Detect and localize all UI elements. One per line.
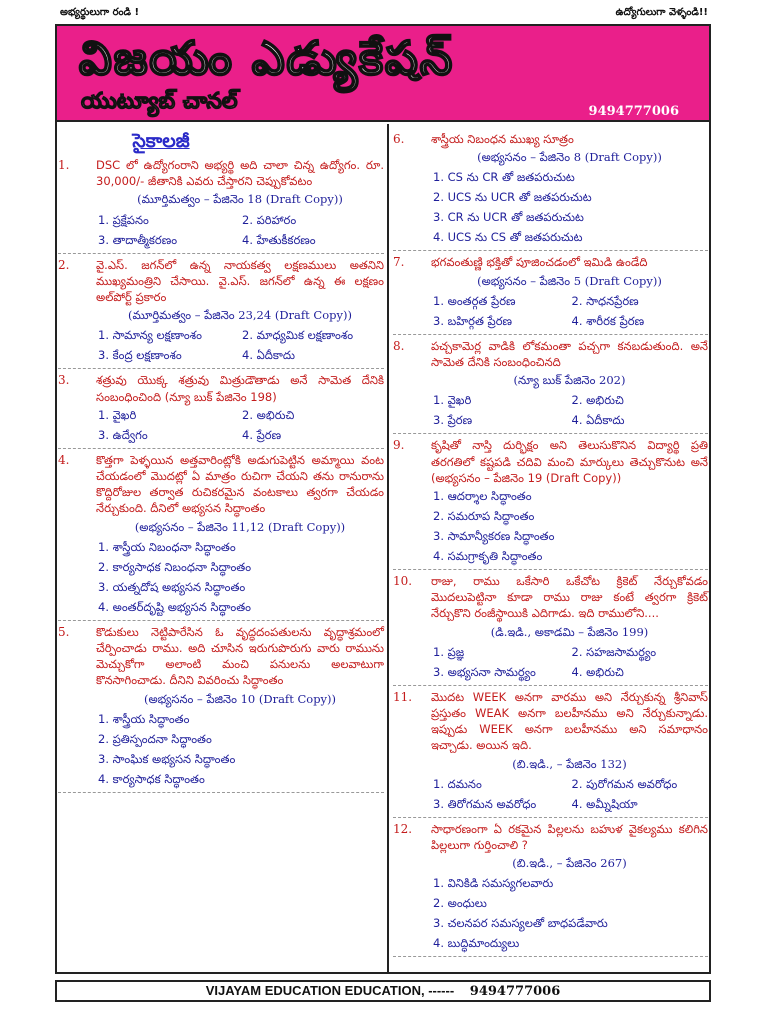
footer-phone: 9494777006 <box>469 984 561 999</box>
options <box>96 537 384 617</box>
question <box>393 254 708 330</box>
options <box>431 390 708 430</box>
option: 4. శారీరక ప్రేరణ <box>571 313 645 328</box>
question <box>393 573 708 682</box>
option: 4. సమగ్రాకృతి సిద్ధాంతం <box>433 549 543 564</box>
option: 3. ప్రేరణ <box>433 413 473 428</box>
question <box>393 821 708 954</box>
option: 3. తిరోగమన అవరోధం <box>433 796 537 811</box>
question-separator <box>58 448 384 449</box>
question-text: పచ్చకామెర్ల వాడికి లోకమంతా పచ్చగా కనబడుతుంది. అనే సామెత దేనికి సంబంధించినది <box>431 338 708 370</box>
question-text: మొదట WEEK అనగా వారము అని నేర్చుకున్న శ్రీనివాస్ ప్రస్తుతం WEAK అనగా బలహీనము అని నేర్చుకున్నాడు. ఇప్పుడు WEEK అనగా బలహీనము అని సమాధానం ఇచ్చాడు. అయిన ఇది. <box>431 689 708 753</box>
option: 2. పురోగమన అవరోధం <box>571 776 678 791</box>
options <box>96 325 384 365</box>
question-reference: (అభ్యసనం – పేజినెం 10 (Draft Copy)) <box>143 691 337 706</box>
question-reference: (అభ్యసనం – పేజినెం 11,12 (Draft Copy)) <box>134 519 346 534</box>
question <box>58 157 384 250</box>
option: 1. సామాన్య లక్షణాంశం <box>98 328 202 343</box>
question-text: కొత్తగా పెళ్ళయిన అత్తవారింట్లోకి అడుగుపెట్టిన అమ్మాయి వంట చేయడంలో మొదట్లో ఏ మాత్రం రుచిగా చేయని తను రానురాను కొద్దిరోజుల తర్వాత రుచికరమైన వంటకాలు త్వరగా చేయడం నేర్చుకుంది. దీనిలో అభ్యసన సిద్ధాంతం <box>96 452 384 516</box>
option: 2. అభిరుచి <box>242 407 295 422</box>
question-separator <box>58 253 384 254</box>
option: 3. యత్నదోష అభ్యసన సిద్ధాంతం <box>98 579 246 594</box>
option: 3. చలనపర సమస్యలతో బాధపడేవారు <box>433 916 608 931</box>
options <box>431 774 708 814</box>
question-separator <box>393 817 708 818</box>
option: 1. శాస్త్రీయ నిబంధనా సిద్ధాంతం <box>98 539 236 554</box>
options <box>96 405 384 445</box>
option: 1. వైఖరి <box>433 393 472 408</box>
question-separator <box>393 334 708 335</box>
option: 4. కార్యసాధక సిద్ధాంతం <box>98 771 205 786</box>
question <box>393 338 708 431</box>
question-reference: (బి.ఇడి., – పేజినెం 267) <box>512 856 627 871</box>
question-separator <box>393 250 708 251</box>
option: 4. అమ్నీషియా <box>571 796 638 811</box>
option: 3. CR ను UCR తో జతపరుచుట <box>433 210 584 225</box>
option: 1. ఆదర్శాల సిద్ధాంతం <box>433 489 532 504</box>
option: 3. సామాన్యీకరణ సిద్ధాంతం <box>433 529 555 544</box>
option: 2. పరిహారం <box>242 212 297 227</box>
question-text: కృషితో నాస్తి దుర్భిక్షం అని తెలుసుకొనిన విద్యార్థి ప్రతి తరగతిలో కష్టపడి చదివి మంచి మార్కులు తెచ్చుకొనుట అనే (అభ్యసనం – పేజినెం 19 (Draft Copy)) <box>431 438 708 485</box>
options <box>431 167 708 247</box>
option: 2. ప్రతిస్పందనా సిద్ధాంతం <box>98 731 212 746</box>
options <box>431 642 708 682</box>
option: 4. హేతుకీకరణం <box>242 232 316 247</box>
option: 4. ప్రేరణ <box>242 427 282 442</box>
option: 3. కేంద్ర లక్షణాంశం <box>98 348 182 363</box>
option: 2. మాధ్యమిక లక్షణాంశం <box>242 328 354 343</box>
question-separator <box>393 569 708 570</box>
option: 3. ఉద్వేగం <box>98 427 148 442</box>
option: 2. కార్యసాధక నిబంధనా సిద్ధాంతం <box>98 559 252 574</box>
question-number: 8. <box>393 338 405 353</box>
question-text: శాస్త్రీయ నిబంధన ముఖ్య సూత్రం <box>431 132 574 146</box>
option: 1. ప్రక్షేపనం <box>98 212 149 227</box>
option: 4. అభిరుచి <box>571 664 624 679</box>
option: 4. బుద్ధిమాంద్యులు <box>433 936 520 951</box>
question <box>58 372 384 444</box>
option: 4. ఏదీకాదు <box>242 348 295 363</box>
option: 1. దమనం <box>433 776 482 791</box>
question-number: 7. <box>393 255 405 270</box>
question-text: వై.ఎస్. జగన్‌లో ఉన్న నాయకత్వ లక్షణములు అతనిని ముఖ్యమంత్రిని చేసాయి. వై.ఎస్. జగన్‌లో ఉన్న ఈ లక్షణం అల్‌పోర్ట్ ప్రకారం <box>96 257 384 305</box>
question-reference: (మూర్తిమత్వం – పేజినెం 18 (Draft Copy)) <box>137 192 343 207</box>
question <box>393 437 708 566</box>
question-separator <box>58 368 384 369</box>
options <box>431 486 708 566</box>
option: 1. CS ను CR తో జతపరుచుట <box>433 170 575 185</box>
question-text: సాధారణంగా ఏ రకమైన పిల్లలను బహుళ వైకల్యము కలిగిన పిల్లలుగా గుర్తించాలి ? <box>431 821 708 853</box>
option: 2. అభిరుచి <box>571 393 624 408</box>
option: 4. ఏదీకాదు <box>571 413 625 428</box>
question-number: 12. <box>393 821 413 836</box>
section-heading: సైకాలజీ <box>132 130 190 152</box>
question-separator <box>58 792 384 793</box>
question-reference: (బి.ఇడి., – పేజినెం 132) <box>512 756 627 771</box>
left-column <box>58 128 384 793</box>
question-reference: (డి.ఇడి., అకాడమి – పేజినెం 199) <box>490 624 649 639</box>
option: 4. అంతర్‌దృష్టి అభ్యసన సిద్ధాంతం <box>98 599 251 614</box>
option: 2. సమరూప సిద్ధాంతం <box>433 509 535 524</box>
question <box>393 131 708 247</box>
option: 1. శాస్త్రీయ సిద్ధాంతం <box>98 711 190 726</box>
banner-subtitle: యుట్యూబ్ చానల్ <box>81 89 238 114</box>
question-separator <box>58 620 384 621</box>
option: 4. UCS ను CS తో జతపరుచుట <box>433 230 583 245</box>
top-left-slogan: అభ్యర్థులుగా రండి ! <box>60 7 140 18</box>
question-number: 6. <box>393 132 405 146</box>
top-right-slogan: ఉద్యోగులుగా వెళ్ళండి!! <box>615 7 708 18</box>
banner-phone: 9494777006 <box>588 104 679 119</box>
option: 1. ప్రజ్ఞ <box>433 644 465 659</box>
question-number: 9. <box>393 438 405 453</box>
option: 2. సహజసామర్థ్యం <box>571 644 657 659</box>
options <box>431 873 708 953</box>
question-number: 4. <box>58 452 70 467</box>
option: 1. అంతర్గత ప్రేరణ <box>433 293 516 308</box>
question-text: కొడుకులు నెట్టిపారేసిన ఓ వృద్ధదంపతులను వృద్ధాశ్రమంలో చేర్పించాడు రాము. అది చూసిన ఇరుగుపొరుగు వారు రామును మెచ్చుకోగా అలాంటి మంచి పనులను అలవాటుగా కొనసాగించాడు. దీనిని వివరించు సిద్ధాంతం <box>96 624 384 688</box>
question-number: 11. <box>393 689 413 704</box>
option: 2. UCS ను UCR తో జతపరుచుట <box>433 190 592 205</box>
question-text: రాజు, రాము ఒకేసారి ఒకేచోట క్రికెట్ నేర్చుకోవడం మొదలుపెట్టినా కూడా రాము రాజు కంటే త్వరగా క్రికెట్ నేర్చుకొని రంజీస్థాయికి ఎదిగాడు. ఇది రాములోని.... <box>431 574 708 621</box>
question-text: భగవంతుణ్ణి భక్తితో పూజించడంలో ఇమిడి ఉండేది <box>431 255 648 270</box>
option: 2. అంధులు <box>433 896 487 911</box>
header-banner <box>55 24 711 122</box>
options <box>96 709 384 789</box>
question-number: 2. <box>58 257 70 272</box>
options <box>96 210 384 250</box>
question-separator <box>393 685 708 686</box>
question-reference: (న్యూ బుక్ పేజినెం 202) <box>513 373 626 388</box>
option: 3. బహిర్గత ప్రేరణ <box>433 313 513 328</box>
question-text: శత్రువు యొక్క శత్రువు మిత్రుడౌతాడు అనే సామెత దేనికి సంబంధించింది (న్యూ బుక్ పేజినెం 198) <box>96 373 384 404</box>
question-number: 5. <box>58 624 70 639</box>
right-column <box>393 128 708 957</box>
question-number: 1. <box>58 158 70 172</box>
question-number: 10. <box>393 574 413 589</box>
question-reference: (మూర్తిమత్వం – పేజినెం 23,24 (Draft Copy)) <box>128 308 352 323</box>
option: 3. తాదాత్మీకరణం <box>98 232 178 247</box>
footer-bar <box>55 980 711 1002</box>
footer-text: VIJAYAM EDUCATION EDUCATION, ------ <box>205 983 455 998</box>
column-divider <box>387 124 389 972</box>
question <box>58 452 384 617</box>
question <box>393 689 708 814</box>
question-separator <box>393 433 708 434</box>
top-strip <box>60 6 708 24</box>
option: 1. వైఖరి <box>98 407 137 422</box>
options <box>431 291 708 331</box>
question <box>58 257 384 366</box>
question-text: DSC లో ఉద్యోగంరాని అభ్యర్థి అది చాలా చిన్న ఉద్యోగం. రూ. 30,000/- జీతానికి ఎవరు చేస్తారని చెప్పుకోవటం <box>96 158 384 189</box>
question-reference: (అభ్యసనం – పేజినెం 8 (Draft Copy)) <box>477 150 662 165</box>
option: 3. సాంఘిక అభ్యసన సిద్ధాంతం <box>98 751 236 766</box>
question-reference: (అభ్యసనం – పేజినెం 5 (Draft Copy)) <box>477 273 662 288</box>
option: 3. అభ్యసనా సామర్థ్యం <box>433 664 536 679</box>
banner-title: విజయం ఎడ్యుకేషన్ <box>79 31 455 85</box>
option: 1. వినికిడి సమస్యగలవారు <box>433 876 554 891</box>
question-number: 3. <box>58 373 70 388</box>
question <box>58 624 384 789</box>
question-separator <box>393 956 708 957</box>
option: 2. సాధనప్రేరణ <box>571 293 639 308</box>
